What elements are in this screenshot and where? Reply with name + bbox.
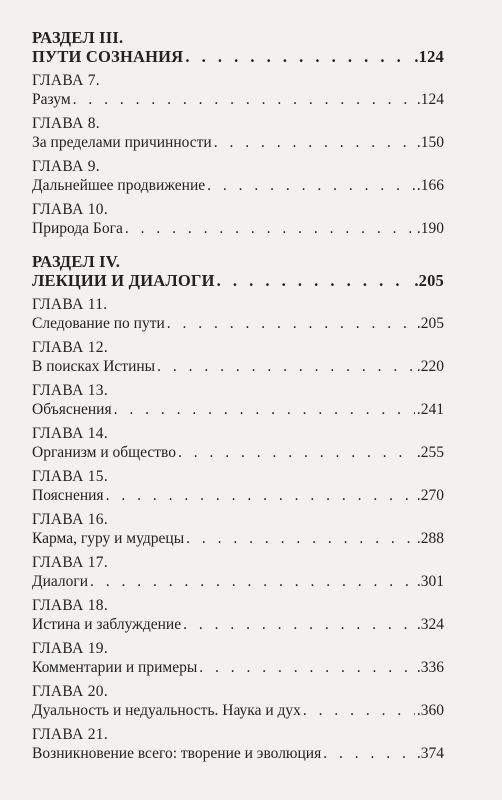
chapter-entry [32, 295, 444, 333]
chapter-label: ГЛАВА 20. [32, 683, 109, 700]
chapter-title: Разум [32, 91, 71, 108]
chapter-row [32, 486, 444, 505]
chapter-row [32, 744, 444, 763]
chapter-title: Комментарии и примеры [32, 659, 198, 676]
chapter-row [32, 615, 444, 634]
section-heading: РАЗДЕЛ IV. [32, 252, 121, 271]
chapter-label: ГЛАВА 18. [32, 597, 109, 614]
chapter-label: ГЛАВА 9. [32, 158, 100, 175]
chapter-title: За пределами причинности [32, 134, 212, 151]
chapter-page-number: .360 [416, 702, 444, 719]
dot-leader [185, 47, 412, 66]
dot-leader [217, 271, 413, 290]
chapter-entry [32, 114, 444, 152]
chapter-label: ГЛАВА 21. [32, 726, 109, 743]
chapter-page-number: .241 [416, 401, 444, 418]
section-title-row [32, 47, 444, 66]
dot-leader [157, 357, 415, 376]
chapter-entry [32, 157, 444, 195]
chapter-entry [32, 467, 444, 505]
dot-leader [114, 400, 415, 419]
chapter-row [32, 400, 444, 419]
chapter-title: Объяснения [32, 401, 112, 418]
section-page-number: .124 [414, 47, 444, 66]
chapter-entry [32, 338, 444, 376]
chapter-label: ГЛАВА 8. [32, 115, 100, 132]
dot-leader [199, 658, 415, 677]
chapter-label: ГЛАВА 17. [32, 554, 109, 571]
chapter-title: Следование по пути [32, 315, 165, 332]
chapter-label: ГЛАВА 13. [32, 382, 109, 399]
chapter-title: Карма, гуру и мудрецы [32, 530, 185, 547]
chapter-entry [32, 71, 444, 109]
chapter-row [32, 133, 444, 152]
chapter-page-number: .150 [416, 134, 444, 151]
dot-leader [90, 572, 415, 591]
chapter-row [32, 443, 444, 462]
chapter-entry [32, 725, 444, 763]
chapter-page-number: .205 [416, 315, 444, 332]
chapter-title: Возникновение всего: творение и эволюция [32, 745, 322, 762]
chapter-label: ГЛАВА 11. [32, 296, 108, 313]
chapter-label: ГЛАВА 14. [32, 425, 109, 442]
section-4 [32, 252, 444, 763]
chapter-title: Организм и общество [32, 444, 176, 461]
chapter-page-number: .336 [416, 659, 444, 676]
dot-leader [214, 133, 415, 152]
section-page-number: .205 [414, 271, 444, 290]
chapter-row [32, 357, 444, 376]
section-3 [32, 28, 444, 238]
chapter-title: Пояснения [32, 487, 104, 504]
chapter-label: ГЛАВА 16. [32, 511, 109, 528]
chapter-title: Диалоги [32, 573, 89, 590]
chapter-title: В поисках Истины [32, 358, 156, 375]
chapter-entry [32, 424, 444, 462]
chapter-page-number: .374 [416, 745, 444, 762]
chapter-page-number: .190 [416, 220, 444, 237]
chapter-row [32, 701, 444, 720]
dot-leader [167, 314, 415, 333]
dot-leader [73, 90, 415, 109]
dot-leader [183, 615, 415, 634]
chapter-page-number: .166 [416, 177, 444, 194]
chapter-page-number: .324 [416, 616, 444, 633]
chapter-title: Истина и заблуждение [32, 616, 182, 633]
dot-leader [178, 443, 415, 462]
dot-leader [125, 219, 415, 238]
chapter-page-number: .270 [416, 487, 444, 504]
chapter-entry [32, 200, 444, 238]
dot-leader [186, 529, 415, 548]
dot-leader [106, 486, 415, 505]
chapter-page-number: .124 [416, 91, 444, 108]
chapter-page-number: .255 [416, 444, 444, 461]
section-title: ЛЕКЦИИ И ДИАЛОГИ [32, 271, 215, 290]
dot-leader [303, 701, 415, 720]
chapter-row [32, 176, 444, 195]
dot-leader [323, 744, 415, 763]
chapter-page-number: .288 [416, 530, 444, 547]
chapter-title: Дальнейшее продвижение [32, 177, 206, 194]
chapter-row [32, 529, 444, 548]
chapter-entry [32, 682, 444, 720]
chapter-label: ГЛАВА 15. [32, 468, 109, 485]
section-title: ПУТИ СОЗНАНИЯ [32, 47, 184, 66]
chapter-label: ГЛАВА 19. [32, 640, 109, 657]
chapter-title: Дуальность и недуальность. Наука и дух [32, 702, 301, 719]
chapter-label: ГЛАВА 12. [32, 339, 109, 356]
chapter-entry [32, 553, 444, 591]
chapter-row [32, 219, 444, 238]
chapter-page-number: .220 [416, 358, 444, 375]
chapter-title: Природа Бога [32, 220, 123, 237]
section-title-row [32, 271, 444, 290]
chapter-entry [32, 381, 444, 419]
chapter-entry [32, 639, 444, 677]
chapter-row [32, 572, 444, 591]
section-heading: РАЗДЕЛ III. [32, 28, 124, 47]
dot-leader [207, 176, 415, 195]
chapter-label: ГЛАВА 10. [32, 201, 109, 218]
chapter-entry [32, 510, 444, 548]
chapter-row [32, 90, 444, 109]
chapter-entry [32, 596, 444, 634]
chapter-row [32, 658, 444, 677]
chapter-row [32, 314, 444, 333]
chapter-page-number: .301 [416, 573, 444, 590]
chapter-label: ГЛАВА 7. [32, 72, 100, 89]
